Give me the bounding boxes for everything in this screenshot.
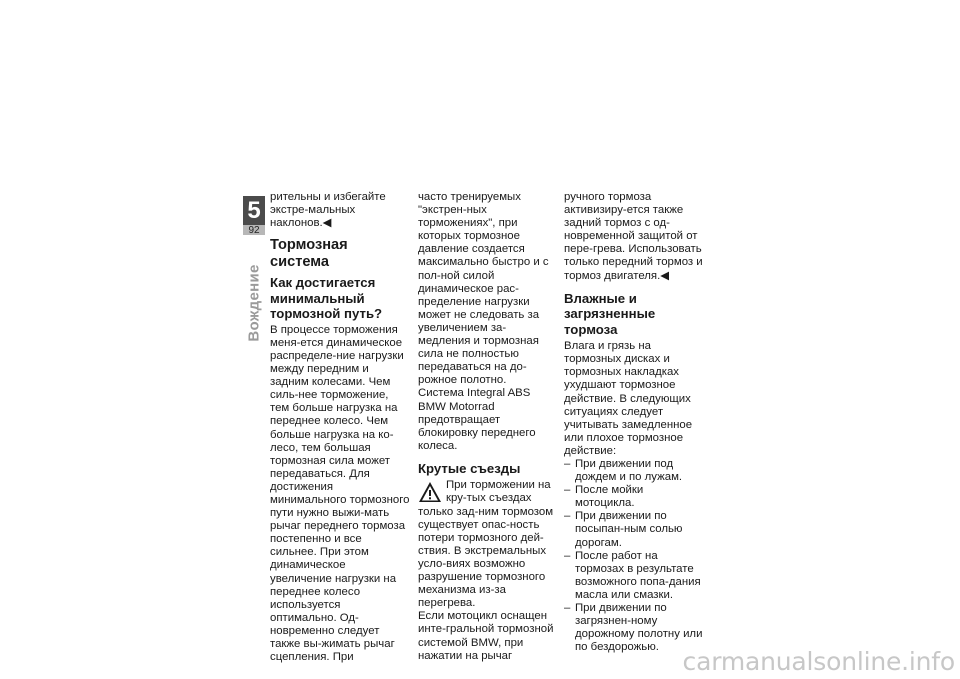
text-column-2: [418, 191, 558, 663]
continued-paragraph-2: ручного тормоза активизиру-ется также задний тормоз с од-новременной защитой от пере-грева. Использовать только передний тормоз и тормоз двигателя.◀: [564, 191, 703, 282]
subheading-braking-distance: Как достигается минимальный тормозной путь?: [270, 275, 383, 322]
section-title: Вождение: [245, 264, 263, 342]
subheading-wet-brakes: Влажные и загрязненные тормоза: [564, 290, 656, 337]
list-item: – При движении по посыпан-ным солью дорогам.: [564, 510, 704, 549]
subheading-steep-descents: Крутые съезды: [418, 460, 521, 476]
warning-text: При торможении на кру-тых съездах только зад-ним тормозом существует опас-ность потери тормозного дей-ствия. В экстремальных усло-виях возможно разрушение тормозного механизма из-за перегрева.: [418, 479, 554, 610]
text-column-1: [270, 191, 410, 664]
chapter-number-block: 5: [243, 196, 265, 225]
paragraph-integral-brakes: Если мотоцикл оснащен инте-гральной тормозной системой BMW, при нажатии на рычаг: [418, 610, 554, 662]
paragraph-braking-distance: В процессе торможения меня-ется динамическое распределе-ние нагрузки между передним и задним колесами. Чем силь-нее торможение, тем больше нагрузка на переднее колесо. Чем больше нагрузка на ко-лесо, тем большая тормозная сила может передаваться. Для достижения минимального тормозного пути нужно выжи-мать рычаг переднего тормоза постепенно и все сильнее. При этом динамическое увеличение нагрузки на переднее колесо используется оптимально. Од-новременно следует также вы-жимать рычаг сцепления. При: [270, 323, 410, 664]
list-item: – При движении под дождем и по лужам.: [564, 458, 704, 484]
paragraph-emergency-braking: часто тренируемых "экстрен-ных торможениях", при которых тормозное давление создается максимально быстро и с пол-ной силой динамическое рас-пределение нагрузки может не следовать за увеличением за-медления и тормозная сила не полностью передаваться на до-рожное полотно.: [418, 191, 549, 387]
list-item: – После мойки мотоцикла.: [564, 484, 704, 510]
warning-block: [418, 479, 558, 610]
list-item: – После работ на тормозах в результате возможного попа-дания масла или смазки.: [564, 550, 704, 602]
section-title-vertical: [243, 264, 265, 342]
abs-title: Система Integral ABS: [418, 387, 531, 400]
section-heading: Тормозная система: [270, 237, 348, 271]
warning-triangle-icon: [418, 481, 442, 503]
list-item: – При движении по загрязнен-ному дорожному полотну или по бездорожью.: [564, 602, 704, 654]
watermark-text: carmanualsonline.info: [682, 647, 955, 676]
text-column-3: [564, 191, 704, 654]
abs-paragraph: BMW Motorrad предотвращает блокировку переднего колеса.: [418, 400, 536, 452]
page-number: 92: [248, 225, 260, 236]
continued-paragraph: рительны и избегайте экстре-мальных наклонов.◀: [270, 191, 386, 230]
situations-list: [564, 458, 704, 654]
paragraph-wet-brakes: Влага и грязь на тормозных дисках и тормозных накладках ухудшают тормозное действие. В следующих ситуациях следует учитывать замедленное или плохое тормозное действие:: [564, 340, 693, 457]
